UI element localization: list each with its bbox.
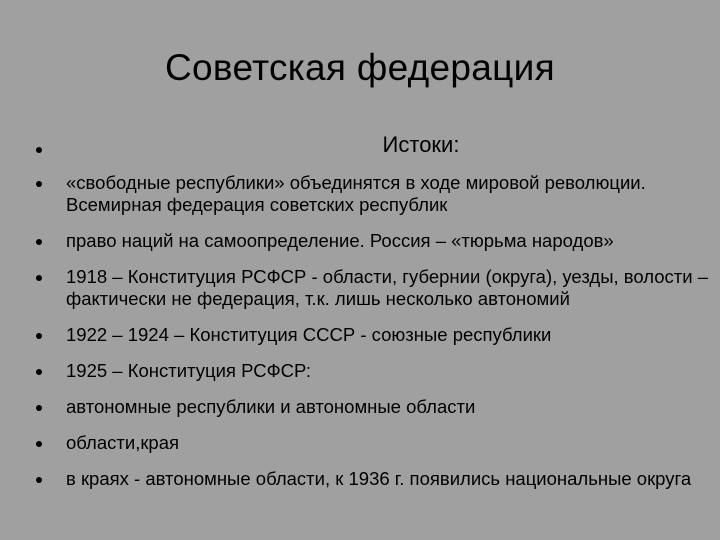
bullet-dot-icon bbox=[36, 477, 42, 483]
bullet-item bbox=[36, 324, 716, 346]
bullet-text: Истоки: bbox=[382, 132, 460, 157]
bullet-dot-icon bbox=[36, 333, 42, 339]
slide-title: Советская федерация bbox=[165, 47, 555, 88]
bullet-dot-icon bbox=[36, 181, 42, 187]
bullet-item bbox=[36, 396, 716, 418]
bullet-list bbox=[36, 130, 716, 504]
bullet-dot-icon bbox=[36, 441, 42, 447]
bullet-text: автономные республики и автономные области bbox=[66, 396, 476, 417]
bullet-item bbox=[36, 432, 716, 454]
bullet-item bbox=[36, 468, 716, 490]
bullet-item bbox=[36, 266, 716, 310]
bullet-dot-icon bbox=[36, 239, 42, 245]
bullet-dot-icon bbox=[36, 369, 42, 375]
bullet-text: «свободные республики» объединятся в ходе мировой революции. Всемирная федерация советских республик bbox=[66, 172, 646, 215]
bullet-dot-icon bbox=[36, 147, 42, 153]
bullet-text: области,края bbox=[66, 432, 180, 453]
bullet-dot-icon bbox=[36, 275, 42, 281]
bullet-text: 1918 – Конституция РСФСР - области, губернии (округа), уезды, волости – фактически не федерация, т.к. лишь несколько автономий bbox=[66, 266, 709, 309]
bullet-item bbox=[36, 172, 716, 216]
bullet-item bbox=[36, 360, 716, 382]
bullet-text: право наций на самоопределение. Россия – «тюрьма народов» bbox=[66, 230, 614, 251]
bullet-item-origins bbox=[36, 134, 716, 156]
bullet-dot-icon bbox=[36, 405, 42, 411]
bullet-text: в краях - автономные области, к 1936 г. появились национальные округа bbox=[66, 468, 692, 489]
bullet-item bbox=[36, 230, 716, 252]
bullet-text: 1922 – 1924 – Конституция СССР - союзные республики bbox=[66, 324, 552, 345]
bullet-text: 1925 – Конституция РСФСР: bbox=[66, 360, 312, 381]
